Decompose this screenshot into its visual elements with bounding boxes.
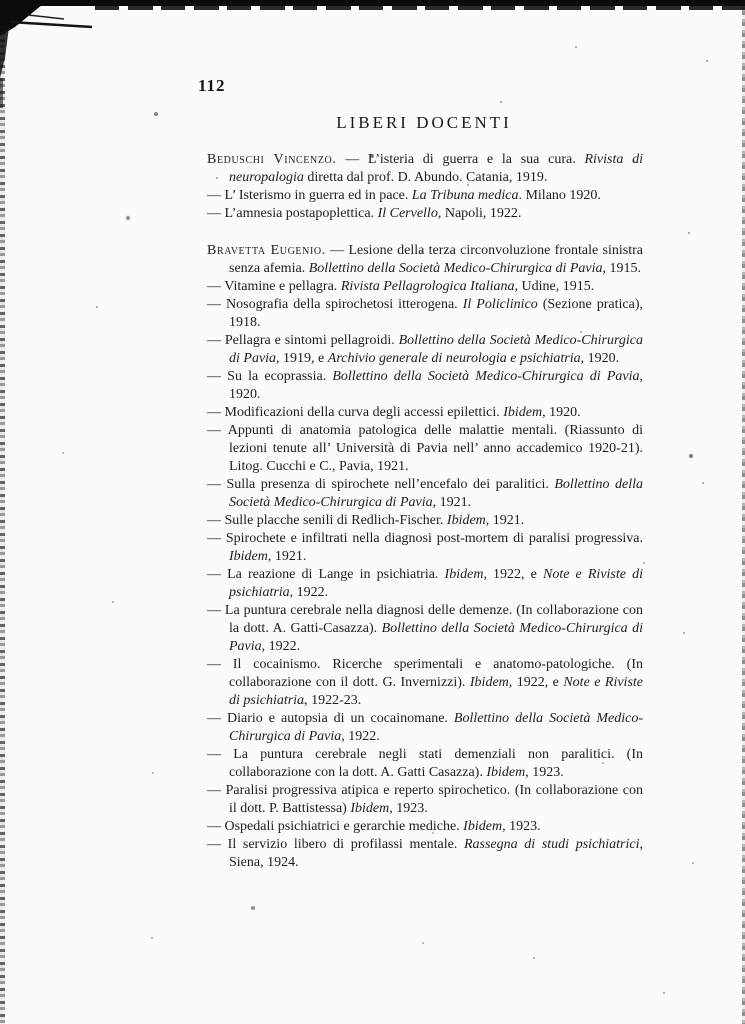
journal-title: Bollettino della Società Medico-Chirurgica di Pavia [229,333,643,366]
bibliography-entry [207,836,643,872]
entry-text: — Appunti di anatomia patologica delle malattie mentali. (Riassunto di lezioni tenute all’ Università di Pavia nell’ anno accademico 1920-21). Litog. Cucchi e C., Pavia, 1921. [207,423,643,474]
scan-artifact-corner-blob [0,0,130,110]
journal-title: Rivista di neuropalogia [229,152,643,185]
entry-text: , 1915. [602,261,641,276]
entry-text: , 1921. [432,495,472,510]
bibliography-entry [207,710,643,746]
author-name: Beduschi Vincenzo. [207,152,337,167]
entry-text: — Il servizio libero di profilassi mentale. [207,837,464,852]
journal-title: Ibidem [486,765,526,780]
journal-title: Bollettino della Società Medico-Chirurgica di Pavia [229,477,643,510]
journal-title: Ibidem [463,819,503,834]
entry-text: — Nosografia della spirochetosi itterogena. [207,297,463,312]
scan-artifact-speckles [0,0,2,2]
bibliography-entry [207,782,643,818]
entry-text: , 1923. [389,801,428,816]
journal-title: Archivio generale di neurologia e psichiatria [327,351,581,366]
journal-title: Ibidem [469,675,509,690]
entry-text: — Modificazioni della curva degli accessi epilettici. [207,405,504,420]
entry-text: , Napoli, 1922. [437,206,522,221]
entry-text: — Diario e autopsia di un cocainomane. [207,711,454,726]
bibliography-entry [207,512,643,530]
entry-text: — La reazione di Lange in psichiatria. [207,567,445,582]
bibliography-entry [207,151,643,187]
entry-text: — Ospedali psichiatrici e gerarchie mediche. [207,819,464,834]
entry-text: — Lesione della terza circonvoluzione frontale sinistra senza afemia. [229,243,643,276]
entry-text: , 1921. [267,549,307,564]
entry-text: , Udine, 1915. [514,279,595,294]
bibliography-entry [207,368,643,404]
bibliography-entry [207,422,643,476]
bibliography-entry [207,187,643,205]
bibliography-entry [207,404,643,422]
entry-text: — Paralisi progressiva atipica e reperto spirochetico. (In collaborazione con il dott. P. Battistessa) [207,783,643,816]
entry-text: . Milano 1920. [518,188,601,203]
journal-title: Ibidem [446,513,486,528]
bibliography-entry [207,566,643,602]
journal-title: Rassegna di studi psichiatrici [463,837,640,852]
entry-text: — Su la ecoprassia. [207,369,333,384]
journal-title: Ibidem [229,549,268,564]
journal-title: Note e Riviste di psichiatria [229,675,643,708]
scan-artifact-left-edge [0,0,5,1024]
entry-text: — L’amnesia postapoplettica. [207,206,378,221]
bibliography-entry [207,205,643,223]
bibliography-entry [207,242,643,278]
journal-title: Il Cervello [377,206,438,221]
bibliography-entry [207,278,643,296]
journal-title: La Tribuna medica [411,188,519,203]
bibliography-entry [207,332,643,368]
journal-title: Ibidem [350,801,390,816]
entry-text: — Sulla presenza di spirochete nell’encefalo dei paralitici. [207,477,555,492]
entry-text: — Pellagra e sintomi pellagroidi. [207,333,399,348]
bibliography-entry [207,296,643,332]
entry-text: , 1922, e [508,675,564,690]
entry-text: , 1920. [580,351,620,366]
entry-text: , 1920. [229,369,643,402]
journal-title: Il Policlinico [462,297,538,312]
entry-text: (Sezione pratica), 1918. [229,297,643,330]
entry-text: — Il cocainismo. Ricerche sperimentali e anatomo-patologiche. (In collaborazione con il dott. G. Invernizzi). [207,657,643,690]
journal-title: Ibidem [503,405,543,420]
entry-text: , 1920. [542,405,581,420]
bibliography-entry [207,818,643,836]
entry-text: diretta dal prof. D. Abundo. Catania, 1919. [303,170,548,185]
entry-text: , 1923. [502,819,541,834]
entry-text: , 1922. [289,585,329,600]
entry-text: — L’isteria di guerra e la sua cura. [336,152,585,167]
entry-text: , 1922, e [483,567,543,582]
journal-title: Bollettino della Società Medico-Chirurgica di Pavia [308,261,603,276]
bibliography-group-1 [207,151,643,223]
entry-text: , 1921. [485,513,525,528]
journal-title: Bollettino della Società Medico-Chirurgica di Pavia [332,369,640,384]
entry-text: , Siena, 1924. [229,837,644,870]
page-number: 112 [198,76,226,95]
journal-title: Ibidem [444,567,484,582]
bibliography [207,151,643,872]
entry-text: — La puntura cerebrale nella diagnosi delle demenze. (In collaborazione con la dott. A. Gatti-Casazza). [207,603,643,636]
entry-text: — Sulle placche senili di Redlich-Fischer. [207,513,447,528]
entry-text: — Spirochete e infiltrati nella diagnosi post-mortem di paralisi progressiva. [207,531,643,546]
journal-title: Rivista Pellagrologica Italiana [340,279,515,294]
bibliography-entry [207,602,643,656]
entry-text: — L’ Isterismo in guerra ed in pace. [207,188,412,203]
entry-text: , 1922. [341,729,380,744]
bibliography-entry [207,656,643,710]
bibliography-entry [207,746,643,782]
entry-text: , 1919, e [276,351,328,366]
entry-text: — La puntura cerebrale negli stati demenziali non paralitici. (In collaborazione con la dott. A. Gatti Casazza). [207,747,643,780]
bibliography-entry [207,476,643,512]
bibliography-group-2 [207,242,643,872]
bibliography-entry [207,530,643,566]
journal-title: Bollettino della Società Medico-Chirurgica di Pavia [229,711,643,744]
author-name: Bravetta Eugenio. [207,243,326,258]
entry-text: — Vitamine e pellagra. [207,279,341,294]
entry-text: , 1922-23. [304,693,362,708]
scan-artifact-top-dashes [95,6,745,10]
journal-title: Bollettino della Società Medico-Chirurgica di Pavia [229,621,643,654]
page-title: LIBERI DOCENTI [336,113,512,132]
entry-text: , 1922. [261,639,301,654]
journal-title: Note e Riviste di psichiatria [229,567,643,600]
entry-text: , 1923. [525,765,564,780]
